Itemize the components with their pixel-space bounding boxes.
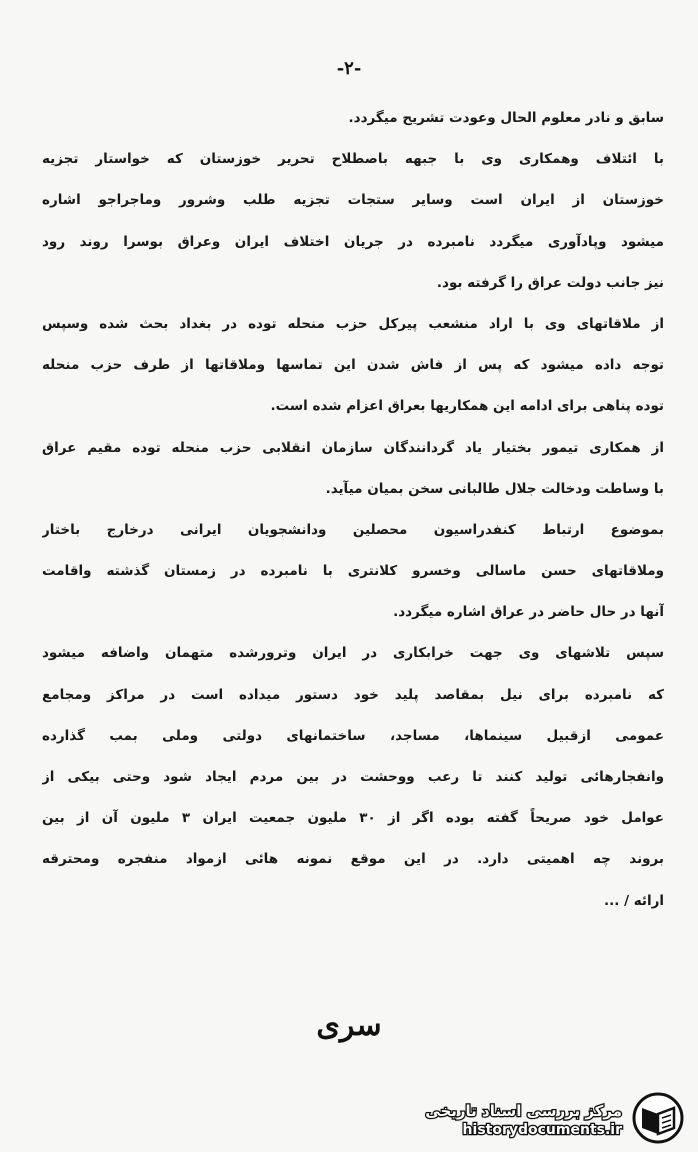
text-line: با ائتلاف وهمکاری وی با جبهه باصطلاح تحریر خوزستان که خواستار تجزیه (42, 151, 664, 168)
watermark-url: historydocuments.ir (462, 1122, 622, 1138)
text-line: وانفجارهائی تولید کنند تا رعب ووحشت در بین مردم ایجاد شود وحتی بیکی از (42, 769, 664, 785)
watermark-title: مرکز بررسی اسناد تاریخی (425, 1102, 622, 1120)
classification-signature: سری (316, 1008, 382, 1043)
text-line: سابق و نادر معلوم الحال وعودت تشریح میگردد. (348, 110, 664, 126)
text-line: نیز جانب دولت عراق را گرفته بود. (436, 274, 664, 291)
page-number: -۲- (336, 58, 362, 79)
watermark-text (425, 1102, 622, 1138)
text-line: توجه داده میشود که پس از فاش شدن این تماسها وملاقاتها از طرف حزب منحله (42, 357, 664, 374)
text-line: بموضوع ارتباط کنفدراسیون محصلین ودانشجویان ایرانی درخارج باختار (42, 521, 664, 538)
text-line: از ملاقاتهای وی با اراد منشعب پیرکل حزب منحله توده در بغداد بحث شده وسپس (42, 315, 664, 332)
text-line: با وساطت ودخالت جلال طالبانی سخن بمیان میآید. (325, 480, 664, 497)
watermark (425, 1092, 684, 1148)
text-line: از همکاری تیمور بختیار یاد گردانندگان سازمان انقلابی حزب منحله توده مقیم عراق (42, 439, 664, 456)
open-book-logo-icon (632, 1092, 684, 1148)
text-line: بروند چه اهمیتی دارد. در این موقع نمونه هائی ازمواد منفجره ومحترقه (42, 851, 664, 868)
text-line: آنها در حال حاضر در عراق اشاره میگردد. (393, 604, 664, 621)
text-line: وملاقاتهای حسن ماسالی وخسرو کلانتری با نامبرده در زمستان گذشته واقامت (42, 563, 664, 580)
text-line: که نامبرده برای نیل بمقاصد پلید خود دستور میداده است در مراکز ومجامع (42, 686, 664, 703)
text-line: سپس تلاشهای وی جهت خرابکاری در ایران وترورشده متهمان واضافه میشود (42, 645, 664, 662)
text-line: عوامل خود صریحاً گفته بوده اگر از ۳۰ ملیون جمعیت ایران ۳ ملیون آن از بین (42, 810, 664, 827)
text-line: عمومی ازقبیل سینماها، مساجد، ساختمانهای دولتی وملی بمب گذارده (42, 727, 664, 744)
text-line: خوزستان از ایران است وسایر ستجات تجزیه طلب وشرور وماجراجو اشاره (42, 192, 664, 209)
document-body (42, 98, 664, 922)
text-line: میشود وپادآوری میگردد نامبرده در جریان اختلاف ایران وعراق بوسرا روند رود (42, 233, 664, 250)
text-line: توده پناهی برای ادامه این همکاریها بعراق اعزام شده است. (270, 398, 664, 415)
continuation-line: ارائه / ... (604, 892, 664, 909)
